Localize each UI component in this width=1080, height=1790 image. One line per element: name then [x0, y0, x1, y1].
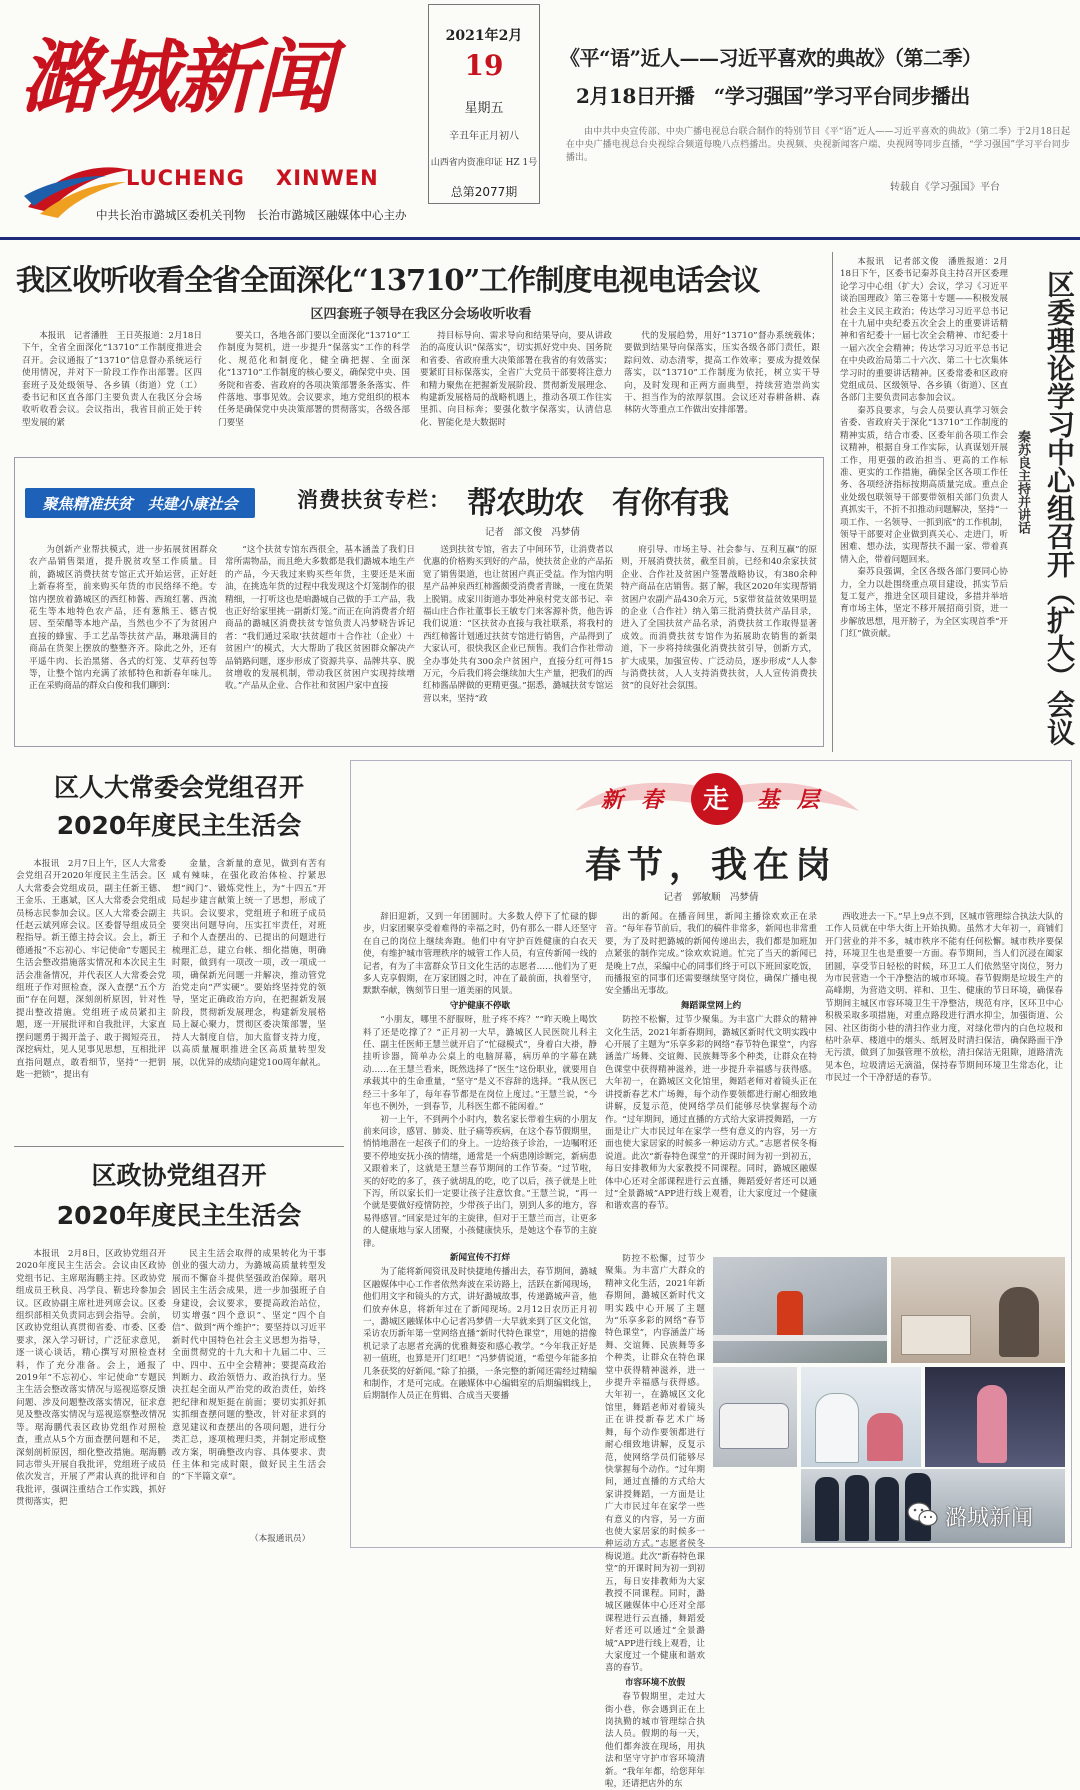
- consumption-col-4: 府引导、市场主导、社会参与、互利互赢”的原则，开展消费扶贫，截至目前，已经和40余家扶贫企业、合作社及贫困户签署战略协议，有380余种特产商品在店销售。据了解，我区2020年实现帮销贫困户农副产品430余万元，5家带贫益贫效果明显的企业（合作社）纳入第三批消费扶贫产品目录，进入了全国扶贫产品名录，消费扶贫工作取得显著成效。而消费扶贫专馆作为拓展助农销售的新渠道，下一步将持续强化消费扶贫引导，创新方式，扩大成果，加强宣传、广泛动员，逐步形成“人人参与消费扶贫，人人支持消费扶贫，人人宣传消费扶贫”的良好社会氛围。: [621, 545, 817, 692]
- watermark: [907, 1497, 1065, 1533]
- consumption-col-2: “这个扶贫专馆东西很全，基本涵盖了我们日常所需物品，而且绝大多数都是我们潞城本地生产的产品，今天我过来购买些年货，主要还是米面油，在挑选年货的过程中我发现这个灯笼制作的很精细，一打听这也是咱潞城自己做的手工产品，我也正好给家里挑一副新灯笼。”而正在向消费者介绍商品的潞城区消费扶贫专馆负责人冯梦晓告诉记者：“我们通过采取‘扶贫超市＋合作社（企业）＋贫困户’的模式，大大帮助了我区贫困群众解决产品销路问题，逐步形成了资源共享、品牌共享、脱贫增收的发展机制，带动我区贫困户实现持续增收。”产品从企业、合作社和贫困户家中直接: [225, 545, 415, 692]
- npc-col-2: 金量，含新量的意见，做到有苦有咸有辣味，在强化政治体检、拧紧思想“阀门”、锻炼党性上，为“十四五”开局起步建言献策上统一了思想，形成了共识。会议要求，党组班子和班子成员要突出问题导向，压实扛牢责任，对班子和个人查摆出的、已提出的问题进行梳理汇总，建立台帐、细化措施，明确时限，做到有一项改一项，改一项成一项，确保新光问题一并解决，推动管党治党走向“严实硬”。要始终坚持党的领导，坚定正确政治方向，在把握新发展阶段，贯彻新发展理念，构建新发展格局上凝心聚力，贯彻区委决策部署，坚持人大制度自信，加大监督支持力度，以高质量履职推进全区高质量转型发展，以优异的成绩向建党100周年献礼。: [172, 859, 326, 1068]
- masthead-pinyin-2: XINWEN: [276, 166, 379, 190]
- right-column-divider: [832, 252, 833, 752]
- consumption-headline: 帮农助农 有你有我: [467, 486, 728, 521]
- spring-col-2-top: 出的新闻。在播音间里，新闻主播徐欢欢正在录音。“每年春节前后，我们的稿件非常多，新闻也非常重要，为了及时把潞城的新闻传递出去，我们都是加班加点紧张的制作完成。”徐欢欢说道。忙完了当天的新闻已是晚上7点，采编中心的同事们终于可以下班回家吃饭，而播报室的同事们还需要继续坚守岗位，确保广播电视安全播出无事故。 舞蹈课堂网上约 防控不松懈，过节少聚集。为丰富广大群众的精神文化生活，2021年新春期间，潞城区新时代文明实践中心开展了主题为“乐享多彩的网络“春节特色课堂”，内容涵盖广场舞、交谊舞、民族舞等多个种类，让群众在特色课堂中获得精神滋养，进一步提升幸福感与获得感。大年初一，在潞城区文化馆里，舞蹈老师对着镜头正在讲授新春艺术广场舞，每个动作要领都进行耐心细致地讲解，反复示范，使网络学员们能够尽快掌握每个动作。“过年期间，通过直播的方式给大家讲授舞蹈，一方面是让广大市民过年在家学一些有意义的内容，另一方面也使大家居家的时候多一种运动方式。”志愿者侯冬梅说道。此次“新春特色课堂”的开课时间为初一到初五，每日安排教师为大家教授不同课程。同时，潞城区融媒体中心还对全部课程进行云直播，舞蹈爱好者还可以通过“全景潞城”APP进行线上观看，让大家度过一个健康和谐欢喜的春节。: [605, 912, 817, 1212]
- masthead-sponsors: 中共长治市潞城区委机关刊物 长治市潞城区融媒体中心主办: [96, 208, 407, 222]
- date-box: [428, 4, 540, 204]
- photo-street-sweeper-fence: [713, 1335, 887, 1341]
- spring-banner-char-2: 春: [641, 787, 664, 813]
- lead-col-4: 代的发展趋势，用好“13710”督办系统载体；要做到结果导向保落实，压实各级各部门责任，跟踪问效、动态清零，提高工作效率；要成为提效保落实，以“13710”工作制度为依托，树立实干导向，及时发现和正两方面典型，持续营造崇尚实干、担当作为的浓厚氛围。会议还对春耕备耕、森林防火等重点工作做出安排部署。: [624, 331, 820, 416]
- npc-headline-1: 区人大常委会党组召开: [53, 773, 304, 802]
- photo-doctor-child: [801, 1367, 921, 1467]
- spring-box: [350, 760, 1072, 1790]
- date-permit: 山西省内资准印证 HZ 1号: [430, 158, 538, 168]
- officer-figure-2: [845, 1475, 869, 1541]
- consumption-col-1: 为创新产业帮扶模式，进一步拓展贫困群众农产品销售渠道，提升脱贫攻坚工作质量。目前，潞城区消费扶贫专馆正式开始运营，正好赶上新春将至，前来购买年货的市民络绎不绝。专馆内摆放着潞城区的西红柿酱、西琉红薯、西流花生等本地特色农产品，还有葱熊王、德吉悦居、至荣醋等本地产品，当然也少不了为贫困户直接的蜂蜜、手工艺品等扶贫产品，琳琅满目的商品在货架上摆放的整整齐齐。除此之外，还有平遥牛肉、长治黑猪、各式的灯笼、艾草药包等等，让整个馆内充满了浓郁特色和新春年味儿。正在采购商品的群众白俊和我们聊到：: [29, 545, 217, 692]
- spring-banner-char-3: 走: [703, 785, 730, 815]
- photo-patrol-van: [719, 1403, 789, 1449]
- photo-child-figure: [867, 1413, 903, 1461]
- right-article-headline: 区委理论学习中心组召开（扩大）会议: [1043, 270, 1076, 746]
- cppcc-col-1: 本报讯 2月8日，区政协党组召开2020年度民主生活会。会议由区政协党组书记、主席琚海鹏主持。区政协党组成员王秋良、冯学良、靳忠玲参加会议。区政协副主席杜进列席会议。区委组织部相关负责同志到会指导。会前，区政协党组认真贯彻省委、市委、区委要求，深入学习研讨，广泛征求意见，逐一谈心谈话，精心撰写对照检查材料，作了充分准备。会上，通报了2019年“不忘初心、牢记使命”专题民主生活会整改落实情况与巡视巡察反馈问题、涉及问题整改落实情况，征求意见及整改落实情况与巡视巡察整改情况等。琚海鹏代表区政协党组作对照检查，重点从5个方面查摆问题和不足，深刻剖析原因，细化整改措施。琚海鹏同志带头开展自我批评，党组班子成员依次发言，开展了严肃认真的批评和自我批评，强调注重结合工作实践，抓好贯彻落实，把: [16, 1249, 166, 1508]
- officer-figure-1: [815, 1477, 839, 1541]
- npc-headline-2: 2020年度民主生活会: [56, 811, 302, 840]
- consumption-headline-prefix: 消费扶贫专栏：: [297, 487, 451, 512]
- spring-byline: 记者 郭敏顺 冯梦倩: [663, 892, 759, 903]
- spring-col-3: 西收进去一下。”早上9点不到，区城市管理综合执法大队的工作人员就在中华大街上开始执勤。虽然才大年初一，商铺们开门营业的并不多，城市秩序不能有任何松懈。城市秩序要保持，环境卫生也是重要一方面。春节期间，当人们沉浸在阖家团圆，享受节日轻松的时候，环卫工人们依然坚守岗位，努力为市民营造一个干净整洁的城市环境。春节假期是垃圾生产的高峰期，为营造文明、祥和、卫生、健康的节日环境，确保春节期间主城区市容环境卫生干净整洁，规范有序，区环卫中心积极采取多项措施，对重点路段进行洒水抑尘，加强街道、公园、社区街街小巷的清扫作业力度，对绿化带内的白色垃圾和枯叶杂草、楼道中的烟头、纸屑及时清扫保洁，确保路面干净无污渍，做到了加强管理不放松，清扫保洁无阻隙，道路清洗见本色，垃圾清运无滴溢，保持春节期间环境卫生常态化，让市民过一个干净舒适的春节。: [825, 912, 1063, 1084]
- masthead-logo-title: 潞城新闻: [20, 30, 332, 124]
- photo-patrol-officers: [713, 1367, 797, 1467]
- promo-source: 转载自《学习强国》平台: [890, 182, 1000, 193]
- photo-broadcast-studio-desk: [901, 1315, 971, 1355]
- watermark-text: 潞城新闻: [945, 1506, 1034, 1531]
- masthead-pinyin-1: LUCHENG: [126, 166, 245, 190]
- lead-col-2: 要关口，各地各部门要以全面深化“13710”工作制度为契机，进一步提升“保落实”工作的科学化、规范化和制度化，健全确把握、全面深化“13710”工作制度的核心要义，确保党中央、国务院和省委、省政府的各项决策部署条条落实、件件落地、事事见效。会议要求，地方党组织的根本任务是确保党中央决策部署的贯彻落实，各级各部门要坚: [218, 331, 410, 428]
- photo-broadcast-studio-figure: [999, 1287, 1039, 1357]
- promo-body: 由中共中央宣传部、中央广播电视总台联合制作的特别节目《平“语”近人——习近平喜欢的典故》（第二季）于2月18日起在中央广播电视总台央视综合频道每晚八点档播出。央视频、央视新闻客户端、央视网等同步直播，“学习强国”学习平台同步播出。: [566, 127, 1070, 163]
- npc-col-1: 本报讯 2月7日上午，区人大常委会党组召开2020年度民主生活会。区人大常委会党组成员，副主任新王德、王金乐、王惠斌，区人大常委会党组成员杨志民参加会议。区人大常委会副主任赵云斌列席会议。区委督导组成员全程指导。新王德主持会议。会上，新王德通报“不忘初心、牢记使命”专题民主生活会整改措施落实情况和本次民主生活会准备情况，并代表区人大常委会党组班子作对照检查，深入查摆“五个方面”存在问题，深刻剖析原因，针对性提出整改措施。党组班子成员紧扣主题，逐一开展批评和自我批评，大家直摆问题勇于揭开盖子、敢于揭短亮丑，深挖病灶，见人见事见思想，互相批评直指问题点，敢看细节，坚持“一把钥匙一把锁”，提出有: [16, 859, 166, 1080]
- photo-street-sweeper: [713, 1257, 887, 1363]
- date-lunar: 辛丑年正月初八: [449, 131, 519, 142]
- consumption-box: [14, 457, 824, 747]
- promo-headline: 《平“语”近人——习近平喜欢的典故》（第二季）: [560, 46, 982, 70]
- wechat-icon: [907, 1501, 939, 1529]
- npc-cppcc-divider: [14, 1146, 344, 1147]
- date-day: 19: [464, 49, 504, 82]
- cppcc-col-2: 民主生活会取得的成果转化为干事创业的强大动力，为潞城高质量转型发展而不懈奋斗提供坚强政治保障。琚巩固民主生活会成果，进一步加强班子自身建设，会议要求，要提高政治站位，切实增强“四个意识”、坚定“四个自信”、做到“两个维护”；要坚持以习近平新时代中国特色社会主义思想为指导，全面贯彻党的十九大和十九届二中、三中、四中、五中全会精神；要提高政治判断力、政治领悟力、政治执行力。坚决扛起全面从严治党的政治责任，始终把纪律和规矩挺在前面；要切实抓好抓实抓细查摆问题的整改，针对征求到的意见建议和查摆出的各项问题，进行分类汇总，逐项梳理归类，并制定形成整改方案，明确整改内容、具体要求、责任主体和完成时限，做好民主生活会的“下半篇文章”。: [172, 1249, 326, 1483]
- spring-banner-char-5: 层: [797, 787, 820, 813]
- photo-street-sweeper-figure: [777, 1291, 803, 1341]
- lead-headline: 我区收听收看全省全面深化“13710”工作制度电视电话会议: [16, 263, 760, 297]
- consumption-banner: [25, 488, 255, 518]
- date-weekday: 星期五: [464, 101, 504, 116]
- photo-dancer-figure: [977, 1385, 1007, 1463]
- lead-col-3: 持目标导向、需求导向和结果导向，要从讲政治的高度认识“保落实”，切实抓好党中央、国务院和省委、省政府重大决策部署在我省的有效落实；要紧盯目标保落实，全省广大党员干部要将注意力和精力聚焦在把握新发展阶段、贯彻新发展理念、构建新发展格局的战略机遇上，推动各项工作往实里抓、向目标奔；要强化数字保落实，认清信息化、智能化是大数据时: [420, 331, 612, 428]
- officer-figure-3: [875, 1477, 899, 1541]
- promo-subhead: 2月18日开播 “学习强国”学习平台同步播出: [576, 84, 970, 108]
- cppcc-headline-2: 2020年度民主生活会: [56, 1201, 302, 1230]
- spring-subhead-2: 新闻宣传不打烊: [449, 1252, 511, 1263]
- spring-banner-char-4: 基: [757, 787, 780, 813]
- right-article-body: 本报讯 记者部文俊 潘胜报道：2月18日下午，区委书记秦苏良主持召开区委理论学习中心组（扩大）会议，学习《习近平谈治国理政》第三卷第十专题——积极发展社会主义民主政治；传达学习习近平总书记在十九届中央纪委五次全会上的重要讲话精神和省纪委十一届七次全会精神、市纪委十一届六次全会精神；传达学习习近平总书记在中央政治局第二十六次、第二十七次集体学习时的重要讲话精神。区委常委和区政府党组成员、区级领导、各乡镇（街道）、区直各部门主要负责同志参加会议。 秦苏良要求，与会人员要认真学习领会省委、省政府关于深化“13710”工作制度的精神实质，结合市委、区委年前各项工作会议精神，根据自身工作实际，认真谋划开展工作，用更强的政治担当、更高的工作标准、更实的工作措施，确保全区各项工作任务、各项经济指标按期高质量完成。重点企业处级包联领导干部要带领相关部门负责人真抓实干，不折不扣推动问题解决，坚持“一项工作、一名领导、一抓到底”的工作机制，领导干部要对企业做到真关心、走进门，听困难、想办法，实现帮扶不漏一家、带着真情入企，带着问题回来。 秦苏良强调，全区各级各部门要同心协力，全力以赴围绕重点项目建设，抓实节后复工复产，推进全区项目建设，多措并举培育市场主体，坚定不移开展招商引资，进一步解放思想，甩开膀子，为全区实现首季“开门红”做贡献。: [840, 257, 1008, 640]
- consumption-col-3: 送到扶贫专馆，省去了中间环节，让消费者以优惠的价格购买到好的产品，使扶贫企业的产品拓宽了销售渠道，也让贫困户真正受益。作为馆内明星产品神泉西红柿酱颇受消费者青睐，一度在货架上脱销。成家川街道办事处神泉村党支部书记、幸福山庄合作社董事长王敏专门来客源补货，他告诉我们说道：“区扶贫办直接与我社联系，将我村的西红柿酱计划通过扶贫专馆进行销售，产品得到了大家认可，很快我区企业已预售。我们合作社带动全办事处共有300余户贫困户，直接分红可得15万元，今后我们将会继续加大生产量，把我们的西红柿酱品牌做的更精更强。”据悉，潞城扶贫专馆运营以来，坚持“政: [423, 545, 613, 704]
- cppcc-headline-1: 区政协党组召开: [91, 1161, 267, 1190]
- masthead: [0, 0, 1080, 240]
- spring-col-2-bottom: 防控不松懈，过节少聚集。为丰富广大群众的精神文化生活，2021年新春期间，潞城区新时代文明实践中心开展了主题为“乐享多彩的网络“春节特色课堂”，内容涵盖广场舞、交谊舞、民族舞等多个种类，让群众在特色课堂中获得精神滋养，进一步提升幸福感与获得感。大年初一，在潞城区文化馆里，舞蹈老师对着镜头正在讲授新春艺术广场舞，每个动作要领都进行耐心细致地讲解，反复示范，使网络学员们能够尽快掌握每个动作。“过年期间，通过直播的方式给大家讲授舞蹈，一方面是让广大市民过年在家学一些有意义的内容，另一方面也使大家居家的时候多一种运动方式。”志愿者侯冬梅说道。此次“新春特色课堂”的开课时间为初一到初五，每日安排教师为大家教授不同课程。同时，潞城区融媒体中心还对全部课程进行云直播，舞蹈爱好者还可以通过“全景潞城”APP进行线上观看，让大家度过一个健康和谐欢喜的春节。 市容环境不放假 春节假期里，走过大街小巷，你会遇到正在上岗执勤的城市管理综合执法人员。假期的每一天，他们都奔波在现场，用执法和坚守守护市容环境清新。“我年年都，给您拜年啦，还请把店外的东: [605, 1254, 705, 1790]
- spring-col-1: 辞旧迎新，又到一年团圆时。大多数人停下了忙碌的脚步，归家团聚享受着难得的幸福之时，仍有那么一群人还坚守在自己的岗位上继续奔跑。他们中有守护百姓健康的白衣天使，有维护城市管理秩序的城管工作人员，有宣传新闻一线的记者，有为了丰富群众节日文化生活的志愿者……他们为了更多人克享假期，在万家团圆之时，冲在了最前面，执着坚守，默默奉献，镌刻节日里一道美丽的风景。 守护健康不停歇 “小朋友，哪里不舒服呀，肚子疼不疼？”“昨天晚上喝饮料了还是吃撑了？”正月初一大早，潞城区人民医院儿科主任、副主任医师王慧兰就开启了“忙碌模式”，身着白大褂，静挂听诊器，简单办公桌上的电脑屏幕，病历单的字幕在跳动……在王慧兰看来，既然选择了“医生”这份职业，就要用自承载其中的生命重量，“坚守”是义不容辞的选择。“我从医已经三十多年了，每年春节都是在岗位上度过。”王慧兰说，“今年也不例外，一到春节，儿科医生都不能闲着。” 初一上午，不到两个小时内，数名家长带着生病的小朋友前来问诊，感冒、肺炎、肚子痛等疾病，在这个春节假期里，悄悄地潜在一起孩子们的身上。一边给孩子诊治，一边嘱咐还要不停地安抚小孩的情绪，通常是一个病患刚诊断完，新病患又跟着来了，这就是王慧兰春节期间的工作节奏。“过节啦，买的好吃的多了，孩子就胡乱的吃，吃了以后，孩子就是上吐下泻，所以家长们一定要让孩子注意饮食。”王慧兰说，“再一个就是要做好疫情防控，少带孩子出门，别到人多的地方，容易得感冒。”回家是过年的主旋律，但对于王慧兰而言，让更多的人健康地与家人团聚，小孩健康快乐，是她这个春节的主旋律。 新闻宣传不打烊 为了能将新闻资讯及时快捷地传播出去，春节期间，潞城区融媒体中心工作者依然奔波在采访路上，活跃在新闻现场，他们用文字和镜头的方式，讲好潞城故事，传递潞城声音，他们放弃休息，将新年过在了新闻现场。2月12日农历正月初一，潞城区融媒体中心记者冯梦倩一大早就来到了区文化馆，采访农历新年第一堂网络直播“新时代特色课堂”，用她的措像机记录了志愿者充满的优雅舞姿和感心教学。“今年我正好是初一值班，也算是开门红吧！”冯梦倩说道，“希望今年能多拍几条获奖的好新闻。”除了拍摄，一条完整的新闻还需经过精编和制作，才是可完成。在融媒体中心编辑室的后期编辑线上，后期制作人员正在剪辑、合成当天要播: [363, 912, 597, 1402]
- spring-headline: 春节，我在岗: [584, 844, 837, 886]
- photo-doctor-figure: [815, 1393, 859, 1463]
- consumption-banner-text: 聚焦精准扶贫 共建小康社会: [42, 495, 238, 513]
- spring-subhead-1: 守护健康不停歇: [449, 1000, 511, 1011]
- masthead-divider: [0, 237, 1080, 240]
- photo-dancer: [925, 1367, 1065, 1467]
- spring-subhead-4: 市容环境不放假: [624, 1677, 686, 1688]
- lead-col-1: 本报讯 记者潘胜 王日英报道：2月18日下午，全省全面深化“13710”工作制度推进会召开。会议通报了“13710”信息督办系统运行使用情况，并对下一阶段工作作出部署。区四套班子及处级领导、各乡镇（街道）党（工）委书记和区直各部门主要负责人在我区分会场收听收看会议。会议指出，我省目前正处于转型发展的紧: [22, 331, 202, 428]
- date-issue: 总第2077期: [450, 185, 518, 199]
- spring-subhead-3: 舞蹈课堂网上约: [680, 1000, 742, 1011]
- cppcc-note: （本报通讯员）: [250, 1534, 311, 1544]
- right-article-subhead: 秦苏良主持并讲话: [1015, 430, 1030, 534]
- date-year-month: 2021年2月: [445, 28, 523, 44]
- lead-subhead: 区四套班子领导在我区分会场收听收看: [310, 307, 532, 322]
- photo-broadcast-studio: [891, 1257, 1065, 1363]
- spring-banner-char-1: 新: [601, 787, 624, 813]
- consumption-byline: 记者 部文俊 冯梦倩: [485, 527, 581, 538]
